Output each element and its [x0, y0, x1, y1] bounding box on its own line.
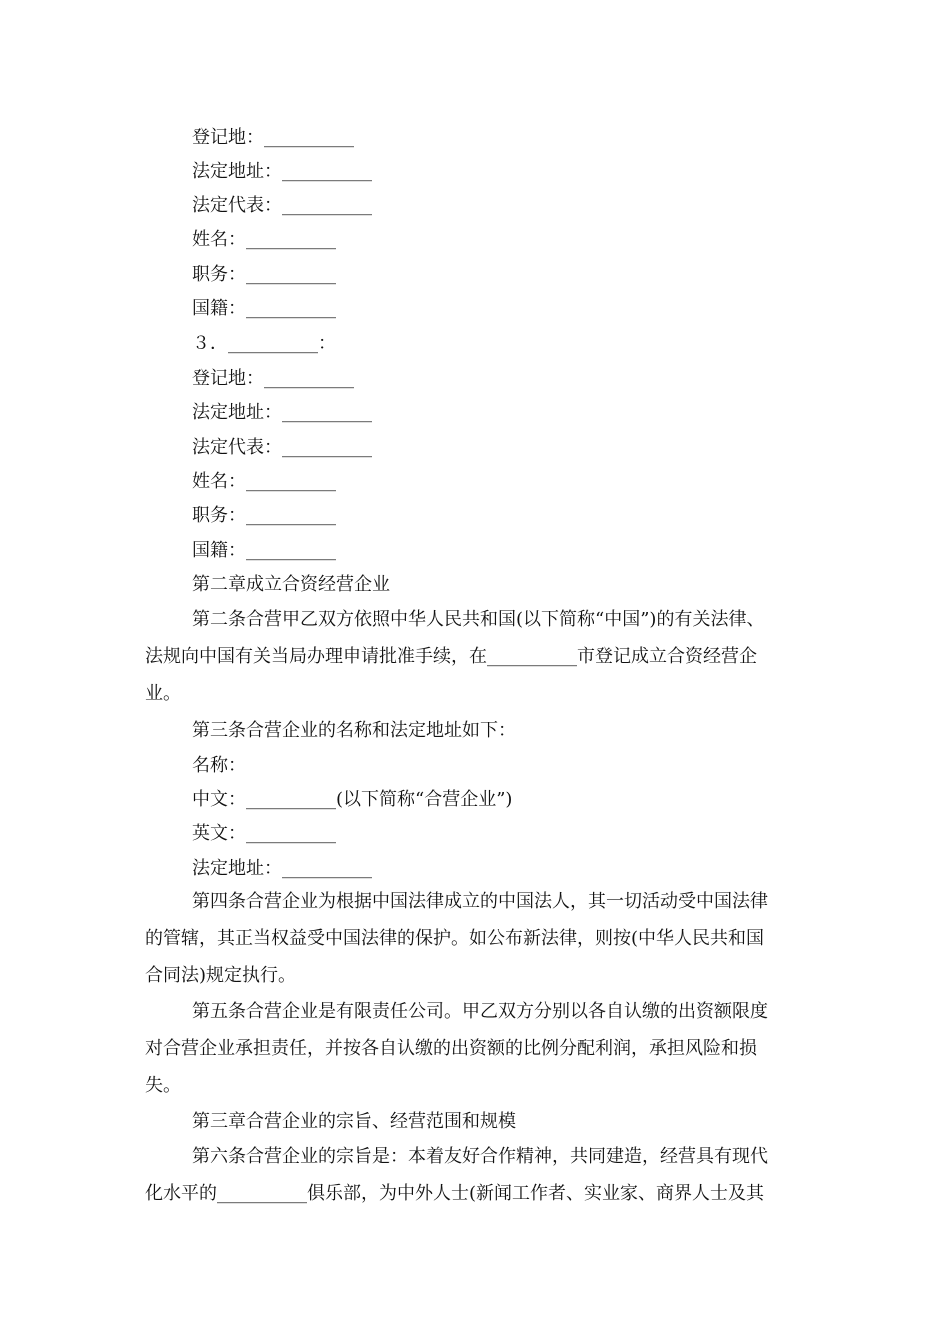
paragraph-line: 失。 [145, 1075, 181, 1096]
paragraph-line: 合同法)规定执行。 [145, 965, 297, 986]
doc-line: 名称： [192, 755, 246, 776]
paragraph-line: 第三条合营企业的名称和法定地址如下： [192, 720, 516, 741]
chapter-heading: 第二章成立合资经营企业 [192, 574, 390, 595]
doc-line: 国籍：__________ [192, 540, 336, 561]
paragraph-line: 法规向中国有关当局办理申请批准手续，在__________市登记成立合资经营企 [145, 646, 757, 667]
doc-line: 法定地址：__________ [192, 161, 372, 182]
doc-line: ３．__________： [192, 333, 336, 354]
paragraph-line: 第四条合营企业为根据中国法律成立的中国法人，其一切活动受中国法律 [192, 891, 768, 912]
doc-line: 职务：__________ [192, 264, 336, 285]
doc-line: 姓名：__________ [192, 471, 336, 492]
doc-line: 职务：__________ [192, 505, 336, 526]
doc-line: 国籍：__________ [192, 298, 336, 319]
chapter-heading: 第三章合营企业的宗旨、经营范围和规模 [192, 1111, 516, 1132]
paragraph-line: 第五条合营企业是有限责任公司。甲乙双方分别以各自认缴的出资额限度 [192, 1001, 768, 1022]
paragraph-line: 第二条合营甲乙双方依照中华人民共和国(以下简称“中国”)的有关法律、 [192, 609, 765, 630]
doc-line: 中文：__________(以下简称“合营企业”) [192, 789, 513, 810]
paragraph-line: 对合营企业承担责任，并按各自认缴的出资额的比例分配利润，承担风险和损 [145, 1038, 757, 1059]
doc-line: 姓名：__________ [192, 229, 336, 250]
doc-line: 英文：__________ [192, 823, 336, 844]
doc-line: 登记地：__________ [192, 127, 354, 148]
doc-line: 法定代表：__________ [192, 195, 372, 216]
doc-line: 法定代表：__________ [192, 437, 372, 458]
doc-line: 法定地址：__________ [192, 402, 372, 423]
paragraph-line: 化水平的__________俱乐部，为中外人士(新闻工作者、实业家、商界人士及其 [145, 1183, 765, 1204]
paragraph-line: 的管辖，其正当权益受中国法律的保护。如公布新法律，则按(中华人民共和国 [145, 928, 765, 949]
paragraph-line: 业。 [145, 683, 181, 704]
doc-line: 登记地：__________ [192, 368, 354, 389]
doc-line: 法定地址：__________ [192, 858, 372, 879]
paragraph-line: 第六条合营企业的宗旨是：本着友好合作精神，共同建造，经营具有现代 [192, 1146, 768, 1167]
